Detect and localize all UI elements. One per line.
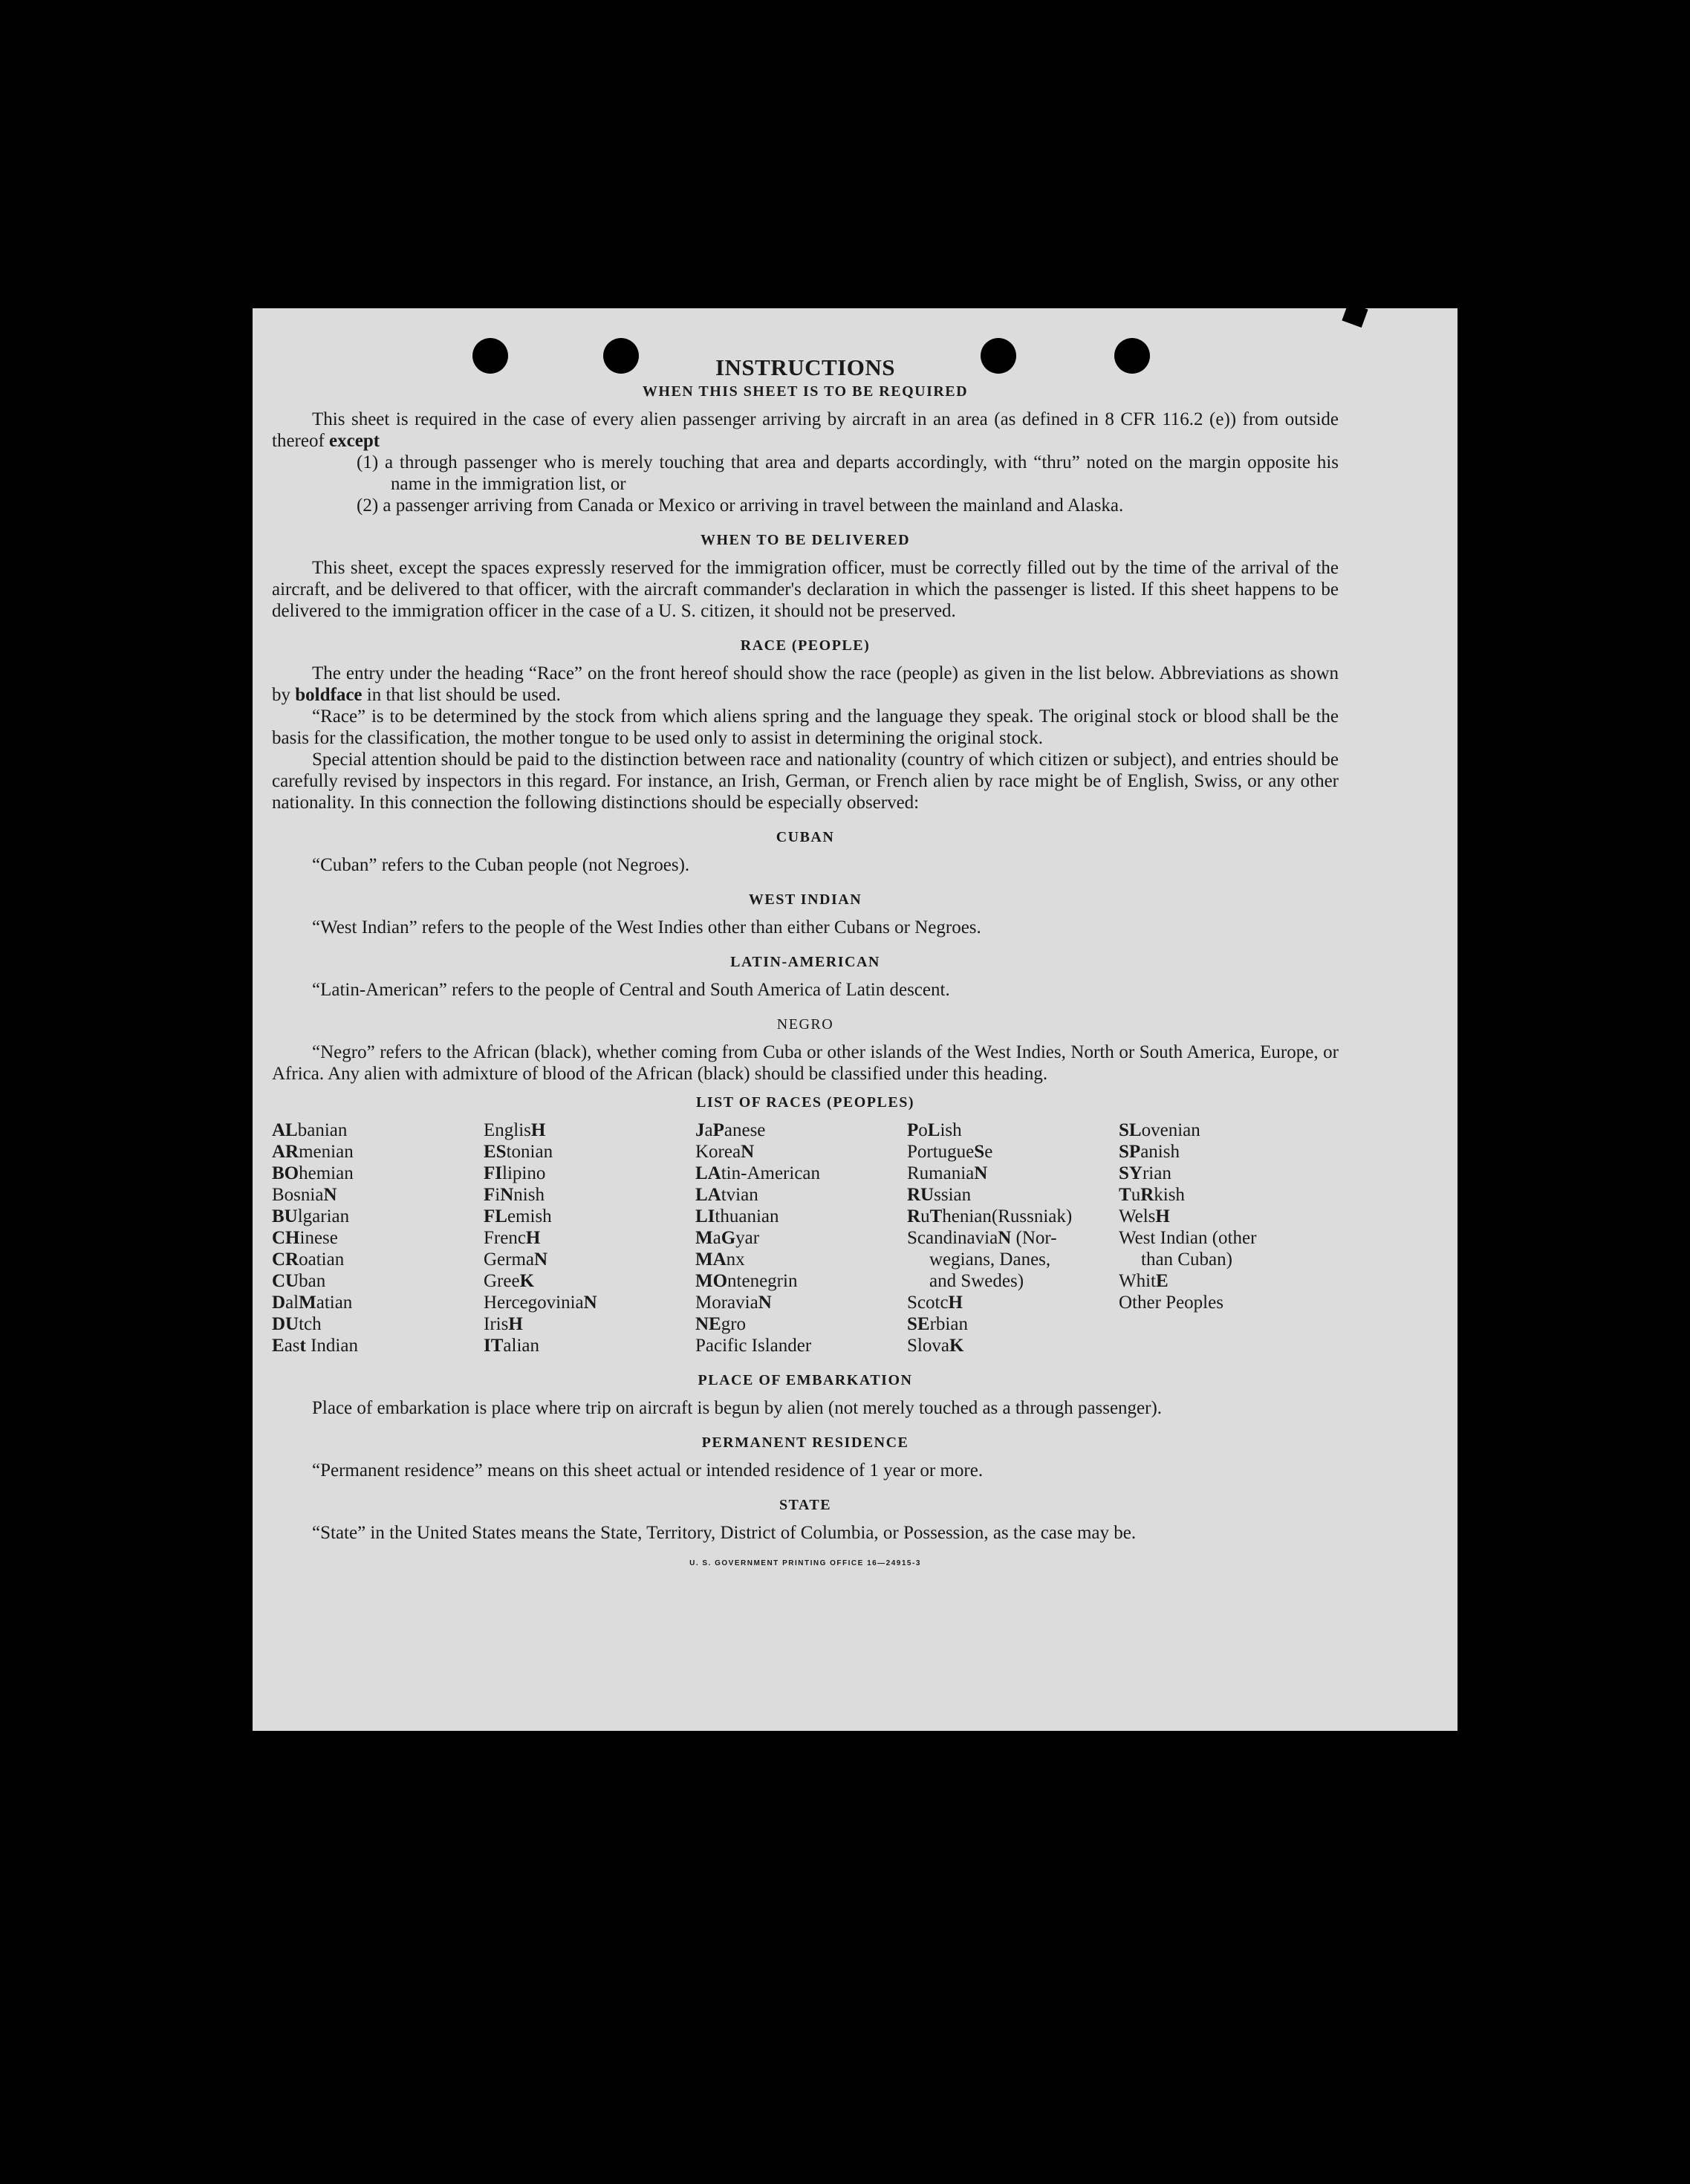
race-entry: East Indian xyxy=(272,1336,358,1356)
race-entry: FrencH xyxy=(484,1228,541,1248)
race-entry: TuRkish xyxy=(1119,1185,1185,1205)
paragraph-when-delivered: This sheet, except the spaces expressly reserved for the immigration officer, must be correctly filled out by the time of the arrival of the aircraft, and be delivered to that officer, with the aircraft commander's declaration in which the passenger is listed. If this sheet happens to be delivered to the immigration officer in the case of a U. S. citizen, it should not be preserved. xyxy=(272,558,1339,621)
race-entry: FiNnish xyxy=(484,1185,545,1205)
race-entry: KoreaN xyxy=(695,1142,755,1162)
paper-tear xyxy=(1342,302,1368,328)
races-column xyxy=(484,1119,695,1356)
page-title: INSTRUCTIONS xyxy=(715,354,895,380)
race-entry: SYrian xyxy=(1119,1163,1171,1183)
race-entry: SLovenian xyxy=(1119,1120,1200,1140)
race-entry: PortugueSe xyxy=(907,1142,993,1162)
race-entry: EnglisH xyxy=(484,1120,546,1140)
race-entry: MaGyar xyxy=(695,1228,760,1248)
paragraph-race-3: Special attention should be paid to the distinction between race and nationality (country of which citizen or subject), and entries should be carefully revised by inspectors in this regard. For instance, an Irish, German, or French alien by race might be of English, Swiss, or any other nationality. In this connection the following distinctions should be especially observed: xyxy=(272,750,1339,813)
race-entry: DalMatian xyxy=(272,1293,353,1313)
race-entry: BosniaN xyxy=(272,1185,337,1205)
race-entry: WhitE xyxy=(1119,1271,1169,1291)
heading-cuban: CUBAN xyxy=(776,829,835,845)
paragraph-state: “State” in the United States means the State, Territory, District of Columbia, or Possession, as the case may be. xyxy=(312,1523,1137,1543)
race-entry: Other Peoples xyxy=(1119,1293,1223,1313)
race-entry: ScandinaviaN (Nor- xyxy=(907,1228,1057,1248)
race-entry: and Swedes) xyxy=(929,1271,1024,1291)
race-entry: FIlipino xyxy=(484,1163,546,1183)
race-entry: than Cuban) xyxy=(1141,1249,1232,1270)
races-column xyxy=(1119,1119,1330,1356)
race-entry: PoLish xyxy=(907,1120,962,1140)
race-entry: DUtch xyxy=(272,1314,322,1334)
heading-when-delivered: WHEN TO BE DELIVERED xyxy=(700,532,911,548)
race-entry: ARmenian xyxy=(272,1142,354,1162)
race-entry: MoraviaN xyxy=(695,1293,772,1313)
heading-race: RACE (PEOPLE) xyxy=(740,637,871,654)
race-entry: RUssian xyxy=(907,1185,972,1205)
race-entry: MAnx xyxy=(695,1249,745,1270)
heading-when-required: WHEN THIS SHEET IS TO BE REQUIRED xyxy=(642,383,969,400)
races-column xyxy=(695,1119,907,1356)
paragraph-embarkation: Place of embarkation is place where trip on aircraft is begun by alien (not merely touched as a through passenger). xyxy=(312,1398,1163,1418)
paragraph-west-indian: “West Indian” refers to the people of the West Indies other than either Cubans or Negroes. xyxy=(312,917,981,937)
race-entry: LIthuanian xyxy=(695,1206,779,1226)
race-entry: SlovaK xyxy=(907,1336,964,1356)
race-entry: WelsH xyxy=(1119,1206,1170,1226)
races-column xyxy=(272,1119,484,1356)
heading-embarkation: PLACE OF EMBARKATION xyxy=(698,1372,913,1388)
race-entry: IrisH xyxy=(484,1314,523,1334)
race-entry: CUban xyxy=(272,1271,326,1291)
race-entry: HercegoviniaN xyxy=(484,1293,597,1313)
race-entry: ALbanian xyxy=(272,1120,348,1140)
list-item: (1) a through passenger who is merely touching that area and departs accordingly, with “thru” noted on the margin opposite his name in the immigration list, or xyxy=(357,452,1339,494)
race-entry: LAtvian xyxy=(695,1185,758,1205)
race-entry: NEgro xyxy=(695,1314,747,1334)
race-entry: LAtin-American xyxy=(695,1163,821,1183)
paragraph-when-required: This sheet is required in the case of every alien passenger arriving by aircraft in an area (as defined in 8 CFR 116.2 (e)) from outside thereof except xyxy=(272,409,1339,451)
race-entry: ITalian xyxy=(484,1336,539,1356)
race-entry: GreeK xyxy=(484,1271,535,1291)
list-item: (2) a passenger arriving from Canada or Mexico or arriving in travel between the mainland and Alaska. xyxy=(357,495,1124,516)
race-entry: BUlgarian xyxy=(272,1206,350,1226)
races-column xyxy=(907,1119,1119,1356)
printing-office-imprint: U. S. GOVERNMENT PRINTING OFFICE 16—24915-3 xyxy=(689,1559,921,1567)
document-page xyxy=(253,308,1457,1731)
race-entry: JaPanese xyxy=(695,1120,766,1140)
paragraph-permanent-residence: “Permanent residence” means on this sheet actual or intended residence of 1 year or more. xyxy=(312,1460,984,1481)
heading-west-indian: WEST INDIAN xyxy=(748,891,862,908)
paragraph-race-2: “Race” is to be determined by the stock from which aliens spring and the language they speak. The original stock or blood shall be the basis for the classification, the mother tongue to be used only to assist in determining the original stock. xyxy=(272,706,1339,748)
race-entry: SPanish xyxy=(1119,1142,1180,1162)
paragraph-negro: “Negro” refers to the African (black), whether coming from Cuba or other islands of the West Indies, North or South America, Europe, or Africa. Any alien with admixture of blood of the African (black) should be classified under this heading. xyxy=(272,1042,1339,1084)
paragraph-cuban: “Cuban” refers to the Cuban people (not Negroes). xyxy=(312,855,690,875)
race-entry: CRoatian xyxy=(272,1249,345,1270)
instructions-content xyxy=(272,354,1339,1574)
heading-permanent-residence: PERMANENT RESIDENCE xyxy=(701,1434,909,1451)
heading-negro: NEGRO xyxy=(776,1016,834,1033)
heading-list-of-races: LIST OF RACES (PEOPLES) xyxy=(695,1094,914,1111)
race-entry: wegians, Danes, xyxy=(929,1249,1051,1270)
race-entry: West Indian (other xyxy=(1119,1228,1257,1248)
paragraph-race-1: The entry under the heading “Race” on the front hereof should show the race (people) as given in the list below. Abbreviations as shown by boldface in that list should be used. xyxy=(272,663,1339,705)
race-entry: Pacific Islander xyxy=(695,1336,812,1356)
heading-state: STATE xyxy=(779,1497,832,1513)
race-entry: GermaN xyxy=(484,1249,548,1270)
race-entry: FLemish xyxy=(484,1206,552,1226)
race-entry: CHinese xyxy=(272,1228,338,1248)
race-entry: MOntenegrin xyxy=(695,1271,798,1291)
race-entry: SErbian xyxy=(907,1314,968,1334)
paragraph-latin-american: “Latin-American” refers to the people of Central and South America of Latin descent. xyxy=(312,980,950,1000)
heading-latin-american: LATIN-AMERICAN xyxy=(730,954,880,970)
races-list xyxy=(272,1119,1339,1356)
race-entry: ScotcH xyxy=(907,1293,963,1313)
race-entry: RuThenian(Russniak) xyxy=(907,1206,1073,1226)
race-entry: EStonian xyxy=(484,1142,553,1162)
race-entry: RumaniaN xyxy=(907,1163,988,1183)
race-entry: BOhemian xyxy=(272,1163,354,1183)
